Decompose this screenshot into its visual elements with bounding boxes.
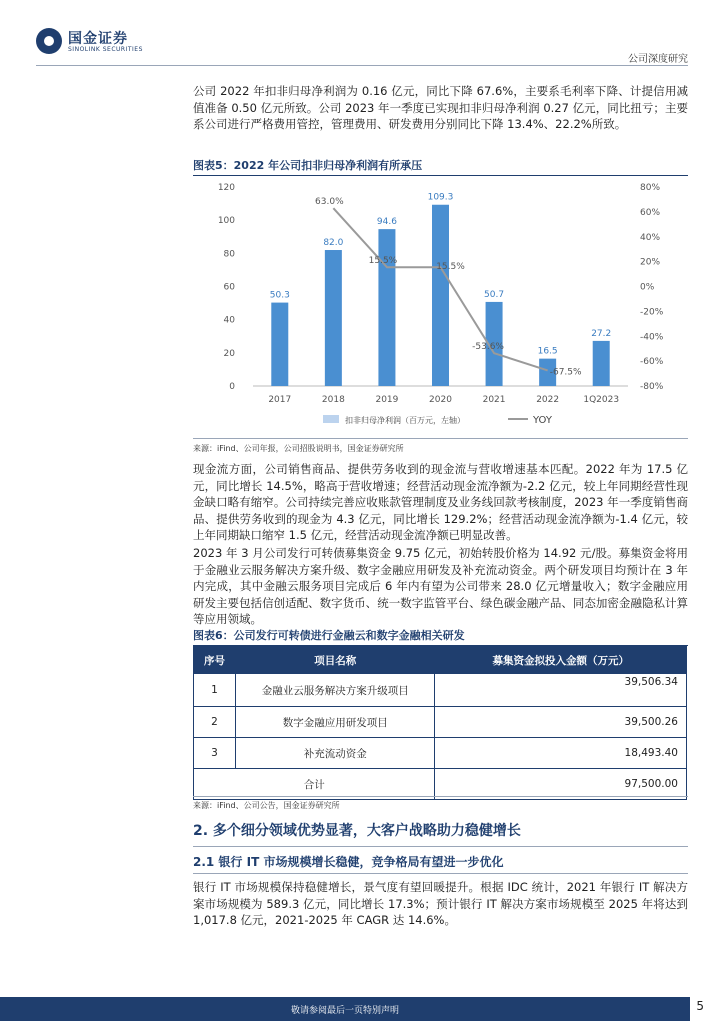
logo-name-en: SINOLINK SECURITIES — [68, 46, 143, 53]
left-axis-tick: 120 — [217, 183, 235, 193]
figure5-source: 来源：iFind、公司年报，公司招股说明书，国金证券研究所 — [193, 444, 404, 453]
right-axis-tick: -80% — [640, 382, 664, 392]
section21-rule — [193, 873, 688, 874]
profit-chart — [193, 175, 688, 430]
footer-disclaimer: 敬请参阅最后一页特别声明 — [290, 1006, 399, 1016]
bar — [325, 250, 342, 386]
bar-value-label: 50.7 — [484, 289, 505, 300]
header-project: 项目名称 — [235, 647, 435, 674]
row-no: 2 — [194, 707, 236, 738]
figure5-bottom-rule — [193, 438, 688, 439]
figure6-title: 图表6：公司发行可转债进行金融云和数字金融相关研发 — [193, 627, 688, 646]
logo-mark-icon — [36, 28, 62, 54]
row-project: 数字金融应用研发项目 — [235, 707, 435, 738]
table-row — [194, 674, 687, 707]
right-axis-tick: 0% — [640, 282, 655, 293]
total-label: 合计 — [194, 769, 435, 800]
paragraph-convertible: 2023 年 3 月公司发行可转债募集资金 9.75 亿元，初始转股价格为 14.92 元/股。募集资金将用于金融业云服务解决方案升级、数字金融应用研发及补充流动资金。两个研发项目均预计在 3 年内完成，其中金融云服务项目完成后 6 年内有望为公司带来 28.0 亿元增量收入；数字金融应用研发主要包括信创适配、数字货币、统一数字监管平台、绿色碳金融产品、同态加密金融隐私计算等应用领域。 — [193, 546, 688, 626]
left-axis-tick: 80 — [223, 249, 235, 260]
bar-value-label: 82.0 — [323, 238, 344, 249]
yoy-value-label: 63.0% — [315, 197, 344, 208]
right-axis-tick: -20% — [640, 307, 664, 318]
row-project: 金融业云服务解决方案升级项目 — [235, 674, 435, 707]
row-amount: 18,493.40 — [435, 738, 687, 769]
right-axis-tick: 20% — [640, 257, 661, 268]
right-axis-tick: 60% — [640, 207, 661, 218]
legend-line-label: YOY — [533, 415, 552, 426]
bar-value-label: 50.3 — [269, 290, 290, 301]
x-axis-tick: 1Q2023 — [583, 395, 620, 405]
right-axis-tick: -40% — [640, 332, 664, 343]
x-axis-tick: 2019 — [375, 395, 399, 405]
bar — [271, 303, 288, 386]
yoy-value-label: -67.5% — [549, 367, 582, 378]
yoy-value-label: -53.6% — [472, 342, 504, 353]
bar-value-label: 94.6 — [376, 217, 397, 228]
left-axis-tick: 40 — [223, 315, 235, 326]
company-logo — [36, 28, 186, 56]
x-axis-tick: 2018 — [321, 395, 345, 405]
logo-name-cn: 国金证券 — [68, 31, 128, 47]
fund-usage-table — [193, 646, 687, 800]
bar-value-label: 16.5 — [537, 346, 558, 357]
figure6-source: 来源：iFind、公司公告，国金证券研究所 — [193, 801, 340, 810]
section2-rule — [193, 846, 688, 847]
left-axis-tick: 0 — [229, 382, 235, 392]
bar — [378, 229, 395, 386]
table-row — [194, 707, 687, 738]
right-axis-tick: 40% — [640, 232, 661, 243]
bar — [593, 341, 610, 386]
figure5-title: 图表5：2022 年公司扣非归母净利润有所承压 — [193, 157, 688, 176]
row-no: 1 — [194, 674, 236, 707]
bar-value-label: 27.2 — [591, 328, 612, 339]
table-total-row — [194, 769, 687, 800]
section21-title: 2.1 银行 IT 市场规模增长稳健，竞争格局有望进一步优化 — [193, 855, 504, 869]
header-no: 序号 — [194, 647, 236, 674]
left-axis-tick: 60 — [223, 282, 235, 293]
right-axis-tick: 80% — [640, 183, 661, 193]
legend-bar-label: 扣非归母净利润（百万元，左轴） — [345, 416, 465, 425]
x-axis-tick: 2021 — [482, 395, 506, 405]
row-amount: 39,506.34 — [435, 674, 687, 707]
legend-bar-swatch — [323, 415, 339, 423]
row-amount: 39,500.26 — [435, 707, 687, 738]
x-axis-tick: 2017 — [268, 395, 292, 405]
row-no: 3 — [194, 738, 236, 769]
left-axis-tick: 20 — [223, 348, 235, 359]
section2-title: 2. 多个细分领域优势显著，大客户战略助力稳健增长 — [193, 823, 521, 839]
bar — [432, 205, 449, 386]
header-amount: 募集资金拟投入金额（万元） — [435, 647, 687, 674]
paragraph-profit: 公司 2022 年扣非归母净利润为 0.16 亿元，同比下降 67.6%，主要系毛利率下降、计提信用减值准备 0.50 亿元所致。公司 2023 年一季度已实现扣非归母净利润 0.27 亿元，同比扭亏；主要系公司进行严格费用管控，管理费用、研发费用分别同比下降 13.4%、22.2%所致。 — [193, 84, 688, 131]
yoy-value-label: 15.5% — [368, 256, 398, 267]
header-divider — [36, 65, 688, 66]
x-axis-tick: 2020 — [429, 395, 452, 405]
paragraph-cashflow: 现金流方面，公司销售商品、提供劳务收到的现金流与营收增速基本匹配。2022 年为 17.5 亿元，同比增长 14.5%，略高于营收增速；经营活动现金流净额为-2.2 亿元，较上年同期经营性现金缺口略有缩窄。公司持续完善应收账款管理制度及业务线回款考核制度，2023 年一季度销售商品、提供劳务收到的现金为 4.3 亿元，同比增长 129.2%；经营活动现金流净额为-1.4 亿元，较上年同期缺口缩窄 1.5 亿元，经营活动现金流净额已明显改善。 — [193, 462, 688, 542]
x-axis-tick: 2022 — [536, 395, 560, 405]
right-axis-tick: -60% — [640, 357, 664, 368]
figure6-bottom-rule — [193, 796, 688, 797]
paragraph-bank-it: 银行 IT 市场规模保持稳健增长，景气度有望回暖提升。根据 IDC 统计，2021 年银行 IT 解决方案市场规模为 589.3 亿元，同比增长 17.3%；预计银行 IT 解决方案市场规模至 2025 年将达到 1,017.8 亿元，2021-2025 年 CAGR 达 14.6%。 — [193, 880, 688, 927]
row-project: 补充流动资金 — [235, 738, 435, 769]
yoy-value-label: 15.5% — [436, 262, 465, 273]
table-row — [194, 738, 687, 769]
left-axis-tick: 100 — [217, 216, 235, 227]
total-amount: 97,500.00 — [435, 769, 687, 800]
bar-value-label: 109.3 — [427, 192, 454, 203]
page-number: 5 — [696, 999, 704, 1013]
report-type: 公司深度研究 — [628, 54, 688, 65]
